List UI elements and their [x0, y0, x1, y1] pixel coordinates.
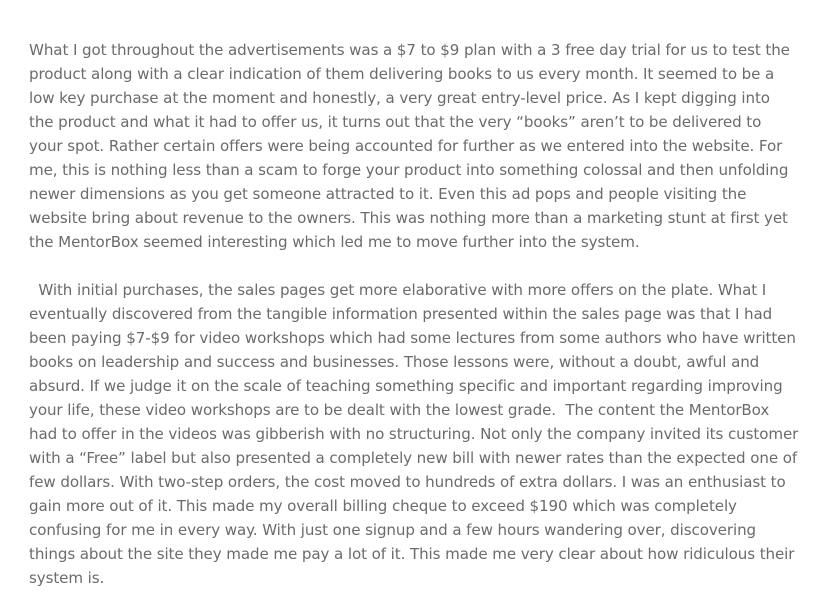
paragraph-sales-pages: With initial purchases, the sales pages get more elaborative with more offers on the plate. What I eventually discovered from the tangible information presented within the sales page was that I had been paying $7-$9 for video workshops which had some lectures from some authors who have written books on leadership and success and businesses. Those lessons were, without a doubt, awful and absurd. If we judge it on the scale of teaching something specific and important regarding improving your life, these video workshops are to be dealt with the lowest grade. The content the MentorBox had to offer in the videos was gibberish with no structuring. Not only the company invited its customer with a “Free” label but also presented a completely new bill with newer rates than the expected one of few dollars. With two-step orders, the cost moved to hundreds of extra dollars. I was an enthusiast to gain more out of it. This made my overall billing cheque to exceed $190 which was completely confusing for me in every way. With just one signup and a few hours wandering over, discovering things about the site they made me pay a lot of it. This made me very clear about how ridiculous their system is.: [29, 281, 803, 587]
paragraph-trial-offer: What I got throughout the advertisements was a $7 to $9 plan with a 3 free day trial for us to test the product along with a clear indication of them delivering books to us every month. It seemed to be a low key purchase at the moment and honestly, a very great entry-level price. As I kept digging into the product and what it had to offer us, it turns out that the very “books” aren’t to be delivered to your spot. Rather certain offers were being accounted for further as we entered into the website. For me, this is nothing less than a scam to forge your product into something colossal and then unfolding newer dimensions as you get someone attracted to it. Even this ad pops and people visiting the website bring about revenue to the owners. This was nothing more than a marketing stunt at first yet the MentorBox seemed interesting which led me to move further into the system.: [29, 41, 795, 251]
article-body: [29, 38, 803, 590]
